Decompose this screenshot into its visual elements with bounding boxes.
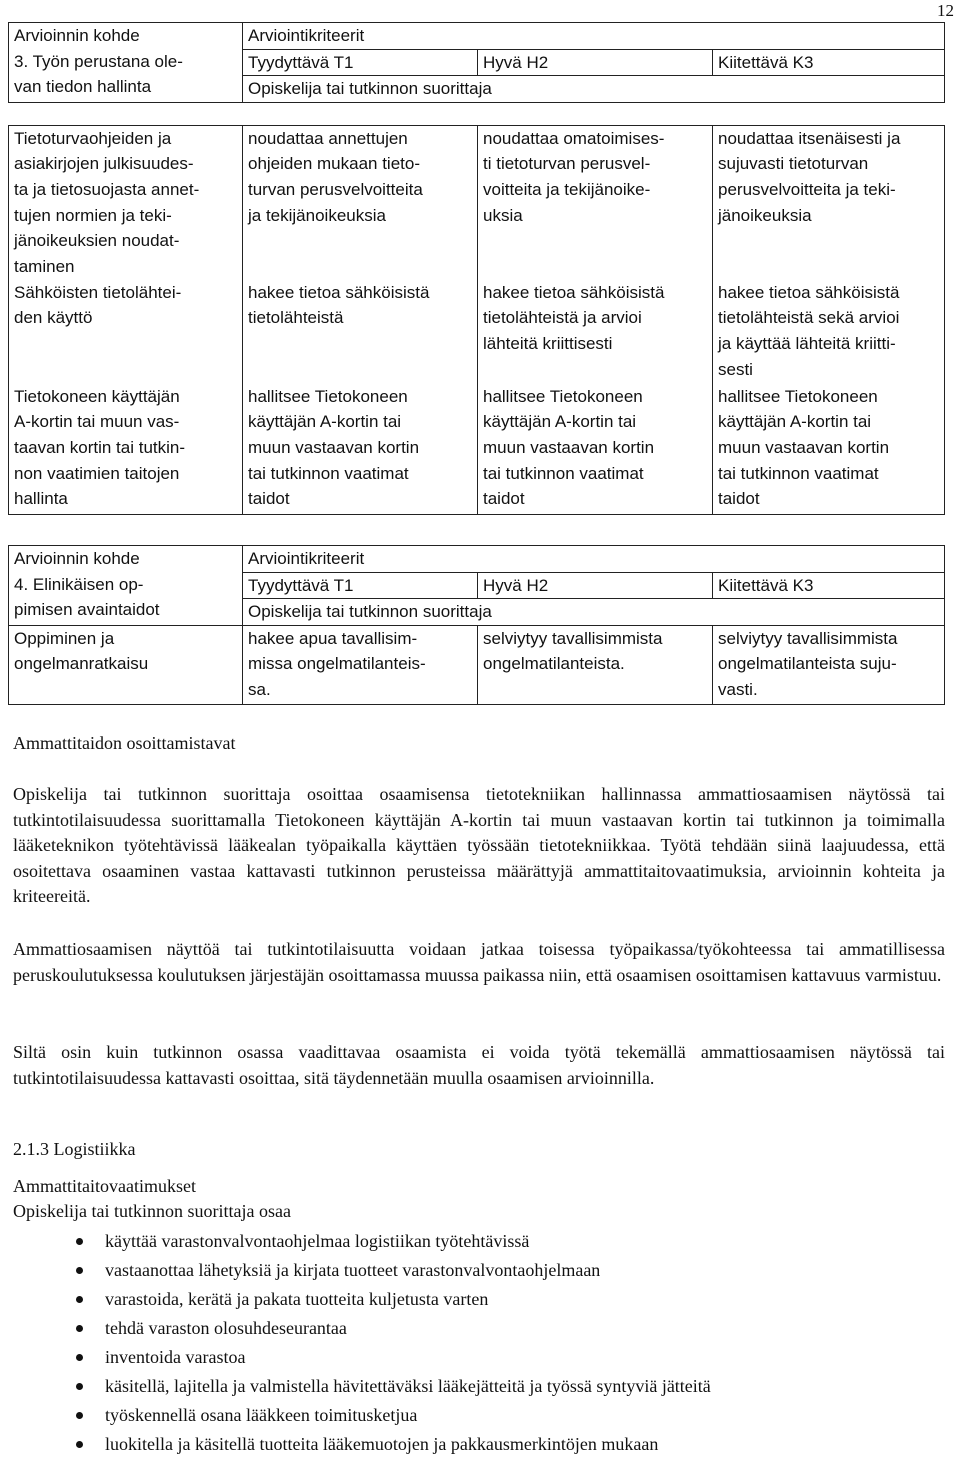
body-text <box>13 1040 945 1091</box>
list-item: luokitella ja käsitellä tuotteita lääkemuotojen ja pakkausmerkintöjen mukaan <box>105 1430 711 1459</box>
level-t1-header: Tyydyttävä T1 <box>243 572 478 599</box>
t1-cell: hakee tietoa sähköisistä tietolähteistä <box>243 280 478 384</box>
criteria-label: Arviointikriteerit <box>243 23 945 50</box>
list-item: käsitellä, lajitella ja valmistella hävitettäväksi lääkejätteitä ja työssä syntyviä jätteitä <box>105 1372 711 1401</box>
list-item: käyttää varastonvalvontaohjelmaa logistiikan työtehtävissä <box>105 1227 711 1256</box>
list-item: tehdä varaston olosuhdeseurantaa <box>105 1314 711 1343</box>
criteria-label: Arviointikriteerit <box>243 546 945 573</box>
t1-cell: noudattaa annettujen ohjeiden mukaan tieto- turvan perusvelvoitteita ja tekijänoikeuksia <box>243 125 478 280</box>
h2-cell: noudattaa omatoimises- ti tietoturvan perusvel- voitteita ja tekijänoike- uksia <box>478 125 713 280</box>
paragraph: Ammattiosaamisen näyttöä tai tutkintotilaisuutta voidaan jatkaa toisessa työpaikassa/työkohteessa tai ammatillisessa peruskoulutuksessa koulutuksen järjestäjän osoittamassa muussa paikassa niin, että osaamisen osoittamisen kattavuus varmistuu. <box>13 939 945 985</box>
paragraph: Opiskelija tai tutkinnon suorittaja osoittaa osaamisensa tietotekniikan hallinnassa ammattiosaamisen näytössä tai tutkintotilaisuudessa suorittamalla Tietokoneen käyttäjän A-kortin tai muun vastaavan kortin tai tutkinnon ja toimimalla lääketeknikon työtehtävissä lääkealan työpaikalla käyttäen työssään tietotekniikkaa. Työtä tehdään siinä laajuudessa, että osoitettava osaaminen vastaa kattavasti tutkinnon perusteissa määrättyjä ammattitaitovaatimuksia, arvioinnin kohteita ja kriteereitä. <box>13 784 945 907</box>
requirements-list <box>105 1227 711 1459</box>
h2-cell: hallitsee Tietokoneen käyttäjän A-kortin tai muun vastaavan kortin tai tutkinnon vaatimat taidot <box>478 384 713 515</box>
assessment-target-label: Arvioinnin kohde <box>14 26 140 45</box>
paragraph: Siltä osin kuin tutkinnon osassa vaadittavaa osaamista ei voida työtä tekemällä ammattiosaamisen näytössä tai tutkintotilaisuudessa kattavasti osoittaa, sitä täydennetään muulla osaamisen arvioinnilla. <box>13 1042 945 1088</box>
assessment-target-title: 4. Elinikäisen op- pimisen avaintaidot <box>14 574 160 620</box>
level-h2-header: Hyvä H2 <box>478 572 713 599</box>
assessment-target-header <box>9 546 243 626</box>
body-text <box>13 782 945 910</box>
target-cell: Tietokoneen käyttäjän A-kortin tai muun vas- taavan kortin tai tutkin- non vaatimien taitojen hallinta <box>9 384 243 515</box>
t1-cell: hallitsee Tietokoneen käyttäjän A-kortin tai muun vastaavan kortin tai tutkinnon vaatimat taidot <box>243 384 478 515</box>
list-item: inventoida varastoa <box>105 1343 711 1372</box>
level-h2-header: Hyvä H2 <box>478 49 713 76</box>
assessment-target-header <box>9 23 243 103</box>
level-k3-header: Kiitettävä K3 <box>713 49 945 76</box>
performer-label: Opiskelija tai tutkinnon suorittaja <box>243 76 945 103</box>
k3-cell: hallitsee Tietokoneen käyttäjän A-kortin tai muun vastaavan kortin tai tutkinnon vaatimat taidot <box>713 384 945 515</box>
assessment-target-label: Arvioinnin kohde <box>14 549 140 568</box>
list-item: työskennellä osana lääkkeen toimitusketjua <box>105 1401 711 1430</box>
t1-cell: hakee apua tavallisim- missa ongelmatilanteis- sa. <box>243 625 478 704</box>
body-text <box>13 937 945 988</box>
target-cell: Tietoturvaohjeiden ja asiakirjojen julkisuudes- ta ja tietosuojasta annet- tujen normien ja teki- jänoikeuksien noudat- taminen <box>9 125 243 280</box>
requirements-heading: Ammattitaitovaatimukset <box>13 1176 196 1196</box>
target-cell: Oppiminen ja ongelmanratkaisu <box>9 625 243 704</box>
level-t1-header: Tyydyttävä T1 <box>243 49 478 76</box>
list-item: varastoida, kerätä ja pakata tuotteita kuljetusta varten <box>105 1285 711 1314</box>
assessment-table-knowledge <box>8 22 945 515</box>
target-cell: Sähköisten tietolähtei- den käyttö <box>9 280 243 384</box>
k3-cell: noudattaa itsenäisesti ja sujuvasti tietoturvan perusvelvoitteita ja teki- jänoikeuksia <box>713 125 945 280</box>
list-item: vastaanottaa lähetyksiä ja kirjata tuotteet varastonvalvontaohjelmaan <box>105 1256 711 1285</box>
k3-cell: hakee tietoa sähköisistä tietolähteistä sekä arvioi ja käyttää lähteitä kriitti- sesti <box>713 280 945 384</box>
assessment-target-title: 3. Työn perustana ole- van tiedon hallinta <box>14 51 183 97</box>
h2-cell: hakee tietoa sähköisistä tietolähteistä ja arvioi lähteitä kriittisesti <box>478 280 713 384</box>
level-k3-header: Kiitettävä K3 <box>713 572 945 599</box>
logistics-number-heading: 2.1.3 Logistiikka <box>13 1139 136 1159</box>
assessment-table-lifelong-learning <box>8 545 945 705</box>
section-heading: Ammattitaidon osoittamistavat <box>13 733 236 753</box>
k3-cell: selviytyy tavallisimmista ongelmatilanteista suju- vasti. <box>713 625 945 704</box>
performer-label: Opiskelija tai tutkinnon suorittaja <box>243 599 945 626</box>
page-number: 12 <box>937 1 954 20</box>
requirements-intro: Opiskelija tai tutkinnon suorittaja osaa <box>13 1201 291 1221</box>
h2-cell: selviytyy tavallisimmista ongelmatilanteista. <box>478 625 713 704</box>
